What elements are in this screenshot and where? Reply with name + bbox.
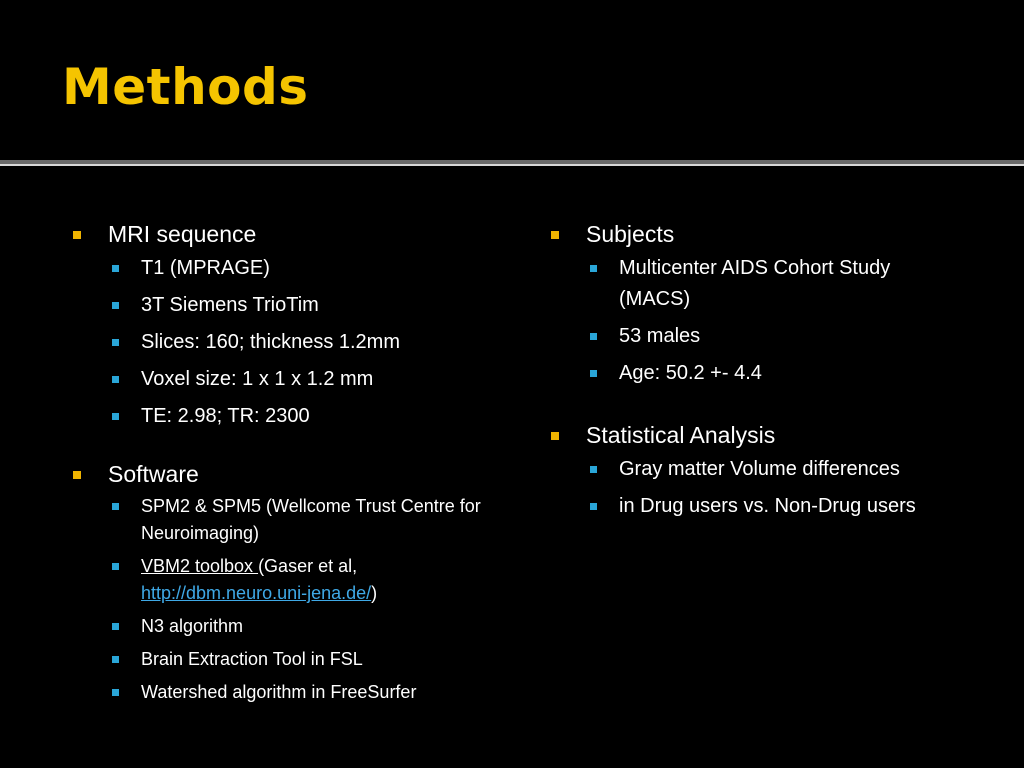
square-bullet-icon	[112, 339, 119, 346]
square-bullet-icon	[73, 231, 81, 239]
mri-item: Slices: 160; thickness 1.2mm	[141, 331, 400, 353]
vbm-citation: (Gaser et al,	[258, 556, 358, 576]
sub-bullet-item	[70, 401, 510, 432]
vbm-close-paren: )	[371, 583, 378, 603]
sub-bullet-item	[70, 327, 510, 358]
subjects-section	[548, 218, 948, 389]
mri-heading: MRI sequence	[108, 221, 257, 247]
sub-bullet-item	[70, 364, 510, 395]
sub-bullet-item	[548, 491, 948, 522]
bullet-item	[548, 218, 948, 250]
square-bullet-icon	[590, 265, 597, 272]
square-bullet-icon	[590, 370, 597, 377]
sub-bullet-item	[70, 493, 510, 547]
software-item: N3 algorithm	[141, 616, 244, 636]
title-bar	[0, 0, 1024, 160]
statistics-section	[548, 419, 948, 522]
subjects-item: 53 males	[619, 325, 701, 347]
square-bullet-icon	[590, 503, 597, 510]
mri-item: Voxel size: 1 x 1 x 1.2 mm	[141, 368, 374, 390]
square-bullet-icon	[112, 656, 119, 663]
vbm-url-link[interactable]: http://dbm.neuro.uni-jena.de/	[141, 583, 372, 603]
bullet-item	[548, 419, 948, 451]
square-bullet-icon	[112, 563, 119, 570]
mri-item: 3T Siemens TrioTim	[141, 294, 319, 316]
stats-item: Gray matter Volume differences	[619, 458, 900, 480]
bullet-item	[70, 458, 510, 490]
square-bullet-icon	[112, 689, 119, 696]
square-bullet-icon	[112, 376, 119, 383]
vbm-toolbox-text: VBM2 toolbox	[141, 556, 259, 576]
sub-bullet-item	[548, 358, 948, 389]
square-bullet-icon	[112, 265, 119, 272]
mri-item: T1 (MPRAGE)	[141, 257, 270, 279]
sub-bullet-item	[70, 253, 510, 284]
left-column	[70, 218, 510, 732]
software-section	[70, 458, 510, 706]
square-bullet-icon	[112, 302, 119, 309]
square-bullet-icon	[590, 333, 597, 340]
square-bullet-icon	[73, 471, 81, 479]
sub-bullet-item	[70, 553, 510, 607]
software-heading: Software	[108, 461, 199, 487]
bullet-item	[70, 218, 510, 250]
right-column	[548, 218, 948, 548]
sub-bullet-item	[70, 290, 510, 321]
mri-item: TE: 2.98; TR: 2300	[141, 405, 310, 427]
sub-bullet-item	[70, 613, 510, 640]
slide-title: Methods	[62, 58, 309, 116]
stats-heading: Statistical Analysis	[586, 422, 776, 448]
subjects-item: Multicenter AIDS Cohort Study (MACS)	[619, 257, 891, 310]
sub-bullet-item	[548, 253, 948, 315]
sub-bullet-item	[70, 679, 510, 706]
sub-bullet-item	[548, 321, 948, 352]
square-bullet-icon	[112, 623, 119, 630]
subjects-heading: Subjects	[586, 221, 675, 247]
sub-bullet-item	[548, 454, 948, 485]
square-bullet-icon	[112, 413, 119, 420]
software-item: Brain Extraction Tool in FSL	[141, 649, 363, 669]
title-divider-highlight	[0, 164, 1024, 166]
square-bullet-icon	[551, 231, 559, 239]
subjects-item: Age: 50.2 +- 4.4	[619, 362, 762, 384]
stats-item: in Drug users vs. Non-Drug users	[619, 495, 916, 517]
square-bullet-icon	[112, 503, 119, 510]
sub-bullet-item	[70, 646, 510, 673]
square-bullet-icon	[551, 432, 559, 440]
square-bullet-icon	[590, 466, 597, 473]
mri-section	[70, 218, 510, 432]
software-item: SPM2 & SPM5 (Wellcome Trust Centre for Neuroimaging)	[141, 496, 481, 543]
software-item: Watershed algorithm in FreeSurfer	[141, 682, 417, 702]
